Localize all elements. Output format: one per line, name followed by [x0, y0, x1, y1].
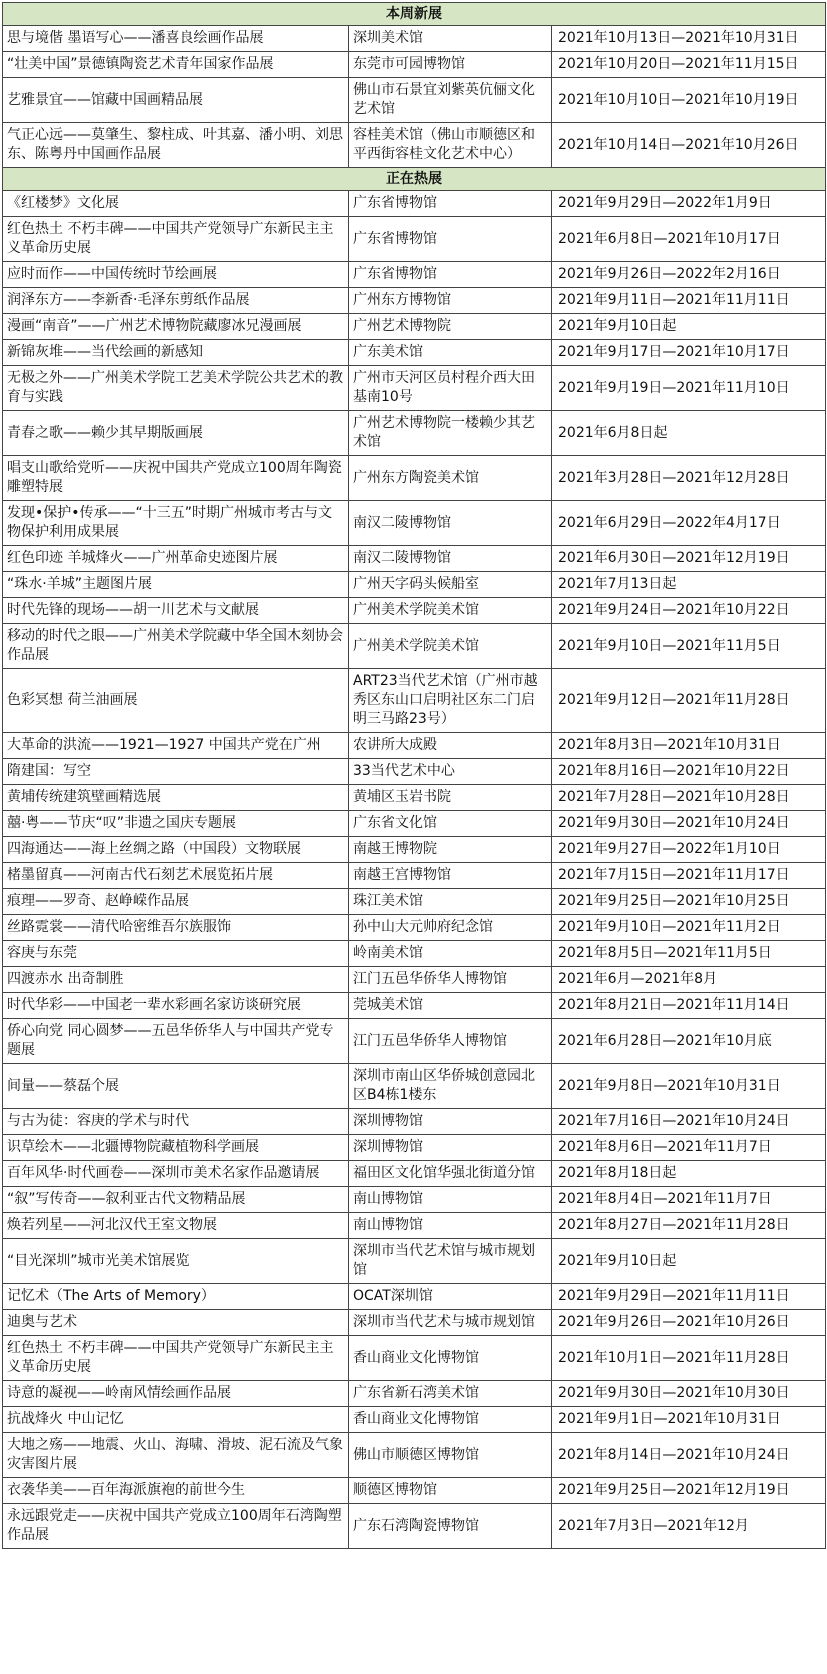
table-row [3, 411, 826, 456]
exhibition-name: 润泽东方——李新香·毛泽东剪纸作品展 [3, 288, 349, 314]
venue-name: 南越王宫博物馆 [349, 863, 552, 889]
table-row [3, 837, 826, 863]
table-row [3, 785, 826, 811]
venue-name: 深圳市当代艺术与城市规划馆 [349, 1310, 552, 1336]
exhibition-dates: 2021年9月29日—2021年11月11日 [552, 1284, 826, 1310]
exhibition-name: 青春之歌——赖少其早期版画展 [3, 411, 349, 456]
exhibition-name: 四海通达——海上丝绸之路（中国段）文物联展 [3, 837, 349, 863]
exhibition-name: “壮美中国”景德镇陶瓷艺术青年国家作品展 [3, 52, 349, 78]
exhibition-dates: 2021年6月30日—2021年12月19日 [552, 546, 826, 572]
section-title: 本周新展 [3, 3, 826, 26]
exhibition-name: 大革命的洪流——1921—1927 中国共产党在广州 [3, 733, 349, 759]
venue-name: 佛山市顺德区博物馆 [349, 1433, 552, 1478]
exhibition-dates: 2021年9月17日—2021年10月17日 [552, 340, 826, 366]
exhibition-dates: 2021年9月1日—2021年10月31日 [552, 1407, 826, 1433]
table-row [3, 314, 826, 340]
venue-name: 东莞市可园博物馆 [349, 52, 552, 78]
venue-name: 深圳美术馆 [349, 26, 552, 52]
table-row [3, 1161, 826, 1187]
exhibition-name: 记忆术（The Arts of Memory） [3, 1284, 349, 1310]
table-row [3, 624, 826, 669]
table-row [3, 1407, 826, 1433]
table-row [3, 669, 826, 733]
table-row [3, 26, 826, 52]
exhibition-dates: 2021年9月10日—2021年11月5日 [552, 624, 826, 669]
section-title: 正在热展 [3, 168, 826, 191]
exhibition-dates: 2021年7月3日—2021年12月 [552, 1504, 826, 1549]
table-row [3, 1064, 826, 1109]
exhibition-name: 气正心远——莫肇生、黎柱成、叶其嘉、潘小明、刘思东、陈粤丹中国画作品展 [3, 123, 349, 168]
venue-name: 江门五邑华侨华人博物馆 [349, 1019, 552, 1064]
venue-name: 南汉二陵博物馆 [349, 546, 552, 572]
table-row [3, 1381, 826, 1407]
exhibition-dates: 2021年8月4日—2021年11月7日 [552, 1187, 826, 1213]
exhibition-name: 四渡赤水 出奇制胜 [3, 967, 349, 993]
table-row [3, 967, 826, 993]
venue-name: 南越王博物院 [349, 837, 552, 863]
table-row [3, 262, 826, 288]
exhibition-dates: 2021年9月26日—2021年10月26日 [552, 1310, 826, 1336]
exhibition-dates: 2021年7月16日—2021年10月24日 [552, 1109, 826, 1135]
table-row [3, 1478, 826, 1504]
table-row [3, 340, 826, 366]
exhibition-name: 丝路霓裳——清代哈密维吾尔族服饰 [3, 915, 349, 941]
table-row [3, 1239, 826, 1284]
exhibition-dates: 2021年9月26日—2022年2月16日 [552, 262, 826, 288]
table-row [3, 889, 826, 915]
venue-name: 江门五邑华侨华人博物馆 [349, 967, 552, 993]
exhibition-name: 永远跟党走——庆祝中国共产党成立100周年石湾陶塑作品展 [3, 1504, 349, 1549]
exhibition-name: 识草绘木——北疆博物院藏植物科学画展 [3, 1135, 349, 1161]
exhibition-name: 新锦灰堆——当代绘画的新感知 [3, 340, 349, 366]
exhibition-name: 发现•保护•传承——“十三五”时期广州城市考古与文物保护利用成果展 [3, 501, 349, 546]
table-row [3, 759, 826, 785]
venue-name: 广州东方博物馆 [349, 288, 552, 314]
exhibition-dates: 2021年9月29日—2022年1月9日 [552, 191, 826, 217]
exhibition-dates: 2021年8月5日—2021年11月5日 [552, 941, 826, 967]
exhibition-dates: 2021年8月6日—2021年11月7日 [552, 1135, 826, 1161]
table-row [3, 598, 826, 624]
exhibition-name: 红色热土 不朽丰碑——中国共产党领导广东新民主主义革命历史展 [3, 217, 349, 262]
venue-name: 广州市天河区员村程介西大田基南10号 [349, 366, 552, 411]
exhibition-name: 色彩冥想 荷兰油画展 [3, 669, 349, 733]
venue-name: 广东省博物馆 [349, 262, 552, 288]
exhibition-dates: 2021年7月15日—2021年11月17日 [552, 863, 826, 889]
exhibition-name: 艺雅景宜——馆藏中国画精品展 [3, 78, 349, 123]
venue-name: 佛山市石景宜刘紫英伉俪文化艺术馆 [349, 78, 552, 123]
venue-name: 香山商业文化博物馆 [349, 1336, 552, 1381]
venue-name: 深圳博物馆 [349, 1135, 552, 1161]
exhibition-dates: 2021年8月18日起 [552, 1161, 826, 1187]
venue-name: 农讲所大成殿 [349, 733, 552, 759]
section-header-row [3, 168, 826, 191]
table-row [3, 123, 826, 168]
venue-name: 广东省文化馆 [349, 811, 552, 837]
venue-name: 黄埔区玉岩书院 [349, 785, 552, 811]
exhibition-dates: 2021年6月29日—2022年4月17日 [552, 501, 826, 546]
venue-name: 广州美术学院美术馆 [349, 624, 552, 669]
table-row [3, 1109, 826, 1135]
exhibition-name: 抗战烽火 中山记忆 [3, 1407, 349, 1433]
exhibition-dates: 2021年9月25日—2021年10月25日 [552, 889, 826, 915]
exhibition-name: 应时而作——中国传统时节绘画展 [3, 262, 349, 288]
exhibition-dates: 2021年9月27日—2022年1月10日 [552, 837, 826, 863]
exhibition-dates: 2021年8月14日—2021年10月24日 [552, 1433, 826, 1478]
exhibition-name: 间量——蔡磊个展 [3, 1064, 349, 1109]
exhibition-dates: 2021年9月12日—2021年11月28日 [552, 669, 826, 733]
exhibition-name: 时代先锋的现场——胡一川艺术与文献展 [3, 598, 349, 624]
venue-name: 南山博物馆 [349, 1187, 552, 1213]
table-row [3, 78, 826, 123]
exhibition-name: 衣袭华美——百年海派旗袍的前世今生 [3, 1478, 349, 1504]
exhibition-name: 红色印迹 羊城烽火——广州革命史迹图片展 [3, 546, 349, 572]
exhibition-name: 与古为徒：容庚的学术与时代 [3, 1109, 349, 1135]
table-row [3, 456, 826, 501]
venue-name: ART23当代艺术馆（广州市越秀区东山口启明社区东二门启明三马路23号） [349, 669, 552, 733]
exhibition-name: 楮墨留真——河南古代石刻艺术展览拓片展 [3, 863, 349, 889]
venue-name: 广州天字码头候船室 [349, 572, 552, 598]
venue-name: 容桂美术馆（佛山市顺德区和平西街容桂文化艺术中心） [349, 123, 552, 168]
exhibition-dates: 2021年8月27日—2021年11月28日 [552, 1213, 826, 1239]
exhibition-dates: 2021年9月8日—2021年10月31日 [552, 1064, 826, 1109]
table-row [3, 733, 826, 759]
table-row [3, 501, 826, 546]
exhibition-name: 大地之殇——地震、火山、海啸、滑坡、泥石流及气象灾害图片展 [3, 1433, 349, 1478]
table-row [3, 1213, 826, 1239]
exhibition-name: 迪奥与艺术 [3, 1310, 349, 1336]
exhibition-name: 痕理——罗奇、赵峥嵘作品展 [3, 889, 349, 915]
exhibition-dates: 2021年10月14日—2021年10月26日 [552, 123, 826, 168]
table-row [3, 993, 826, 1019]
table-row [3, 1135, 826, 1161]
exhibition-name: 诗意的凝视——岭南风情绘画作品展 [3, 1381, 349, 1407]
exhibition-name: “珠水·羊城”主题图片展 [3, 572, 349, 598]
exhibition-dates: 2021年10月10日—2021年10月19日 [552, 78, 826, 123]
exhibition-dates: 2021年9月25日—2021年12月19日 [552, 1478, 826, 1504]
table-row [3, 863, 826, 889]
exhibition-dates: 2021年10月13日—2021年10月31日 [552, 26, 826, 52]
exhibition-dates: 2021年9月11日—2021年11月11日 [552, 288, 826, 314]
exhibition-dates: 2021年7月13日起 [552, 572, 826, 598]
exhibition-dates: 2021年6月8日—2021年10月17日 [552, 217, 826, 262]
exhibition-dates: 2021年9月19日—2021年11月10日 [552, 366, 826, 411]
table-row [3, 572, 826, 598]
exhibition-dates: 2021年8月16日—2021年10月22日 [552, 759, 826, 785]
exhibition-name: 时代华彩——中国老一辈水彩画名家访谈研究展 [3, 993, 349, 1019]
exhibition-name: 侨心向党 同心圆梦——五邑华侨华人与中国共产党专题展 [3, 1019, 349, 1064]
table-row [3, 1433, 826, 1478]
venue-name: 广东石湾陶瓷博物馆 [349, 1504, 552, 1549]
table-row [3, 1187, 826, 1213]
exhibition-name: “目光深圳”城市光美术馆展览 [3, 1239, 349, 1284]
exhibition-name: 容庚与东莞 [3, 941, 349, 967]
table-row [3, 1019, 826, 1064]
exhibition-table-body [3, 3, 826, 1549]
venue-name: 广州艺术博物院 [349, 314, 552, 340]
exhibition-dates: 2021年10月20日—2021年11月15日 [552, 52, 826, 78]
venue-name: 福田区文化馆华强北街道分馆 [349, 1161, 552, 1187]
venue-name: 深圳博物馆 [349, 1109, 552, 1135]
exhibition-dates: 2021年9月10日—2021年11月2日 [552, 915, 826, 941]
exhibition-name: 漫画“南音”——广州艺术博物院藏廖冰兄漫画展 [3, 314, 349, 340]
venue-name: 广州美术学院美术馆 [349, 598, 552, 624]
exhibition-dates: 2021年3月28日—2021年12月28日 [552, 456, 826, 501]
venue-name: 广州艺术博物院一楼赖少其艺术馆 [349, 411, 552, 456]
table-row [3, 1504, 826, 1549]
venue-name: 广东美术馆 [349, 340, 552, 366]
exhibition-name: 焕若列星——河北汉代王室文物展 [3, 1213, 349, 1239]
table-row [3, 546, 826, 572]
table-row [3, 915, 826, 941]
venue-name: 顺德区博物馆 [349, 1478, 552, 1504]
section-header-row [3, 3, 826, 26]
exhibition-name: 红色热土 不朽丰碑——中国共产党领导广东新民主主义革命历史展 [3, 1336, 349, 1381]
venue-name: 33当代艺术中心 [349, 759, 552, 785]
exhibition-name: 移动的时代之眼——广州美术学院藏中华全国木刻协会作品展 [3, 624, 349, 669]
venue-name: 广东省博物馆 [349, 217, 552, 262]
exhibition-name: 百年风华·时代画卷——深圳市美术名家作品邀请展 [3, 1161, 349, 1187]
venue-name: 深圳市当代艺术馆与城市规划馆 [349, 1239, 552, 1284]
table-row [3, 191, 826, 217]
table-row [3, 941, 826, 967]
venue-name: 南山博物馆 [349, 1213, 552, 1239]
exhibition-table [2, 2, 826, 1549]
venue-name: 广东省博物馆 [349, 191, 552, 217]
exhibition-name: 《红楼梦》文化展 [3, 191, 349, 217]
exhibition-dates: 2021年6月28日—2021年10月底 [552, 1019, 826, 1064]
venue-name: 香山商业文化博物馆 [349, 1407, 552, 1433]
venue-name: 广东省新石湾美术馆 [349, 1381, 552, 1407]
table-row [3, 217, 826, 262]
table-row [3, 1310, 826, 1336]
exhibition-name: “叙”写传奇——叙利亚古代文物精品展 [3, 1187, 349, 1213]
exhibition-dates: 2021年9月10日起 [552, 314, 826, 340]
exhibition-name: 囍·粤——节庆“叹”非遗之国庆专题展 [3, 811, 349, 837]
exhibition-dates: 2021年9月30日—2021年10月30日 [552, 1381, 826, 1407]
venue-name: 莞城美术馆 [349, 993, 552, 1019]
exhibition-name: 无极之外——广州美术学院工艺美术学院公共艺术的教育与实践 [3, 366, 349, 411]
exhibition-dates: 2021年8月21日—2021年11月14日 [552, 993, 826, 1019]
table-row [3, 288, 826, 314]
table-row [3, 811, 826, 837]
exhibition-dates: 2021年9月30日—2021年10月24日 [552, 811, 826, 837]
table-row [3, 52, 826, 78]
table-row [3, 366, 826, 411]
exhibition-dates: 2021年10月1日—2021年11月28日 [552, 1336, 826, 1381]
exhibition-name: 黄埔传统建筑壁画精选展 [3, 785, 349, 811]
table-row [3, 1336, 826, 1381]
exhibition-name: 思与境偕 墨语写心——潘喜良绘画作品展 [3, 26, 349, 52]
exhibition-name: 唱支山歌给党听——庆祝中国共产党成立100周年陶瓷雕塑特展 [3, 456, 349, 501]
venue-name: 广州东方陶瓷美术馆 [349, 456, 552, 501]
exhibition-dates: 2021年8月3日—2021年10月31日 [552, 733, 826, 759]
venue-name: 岭南美术馆 [349, 941, 552, 967]
venue-name: 南汉二陵博物馆 [349, 501, 552, 546]
exhibition-dates: 2021年9月24日—2021年10月22日 [552, 598, 826, 624]
exhibition-dates: 2021年6月8日起 [552, 411, 826, 456]
venue-name: OCAT深圳馆 [349, 1284, 552, 1310]
exhibition-dates: 2021年9月10日起 [552, 1239, 826, 1284]
exhibition-name: 隋建国：写空 [3, 759, 349, 785]
venue-name: 孙中山大元帅府纪念馆 [349, 915, 552, 941]
exhibition-dates: 2021年6月—2021年8月 [552, 967, 826, 993]
venue-name: 珠江美术馆 [349, 889, 552, 915]
venue-name: 深圳市南山区华侨城创意园北区B4栋1楼东 [349, 1064, 552, 1109]
exhibition-dates: 2021年7月28日—2021年10月28日 [552, 785, 826, 811]
table-row [3, 1284, 826, 1310]
